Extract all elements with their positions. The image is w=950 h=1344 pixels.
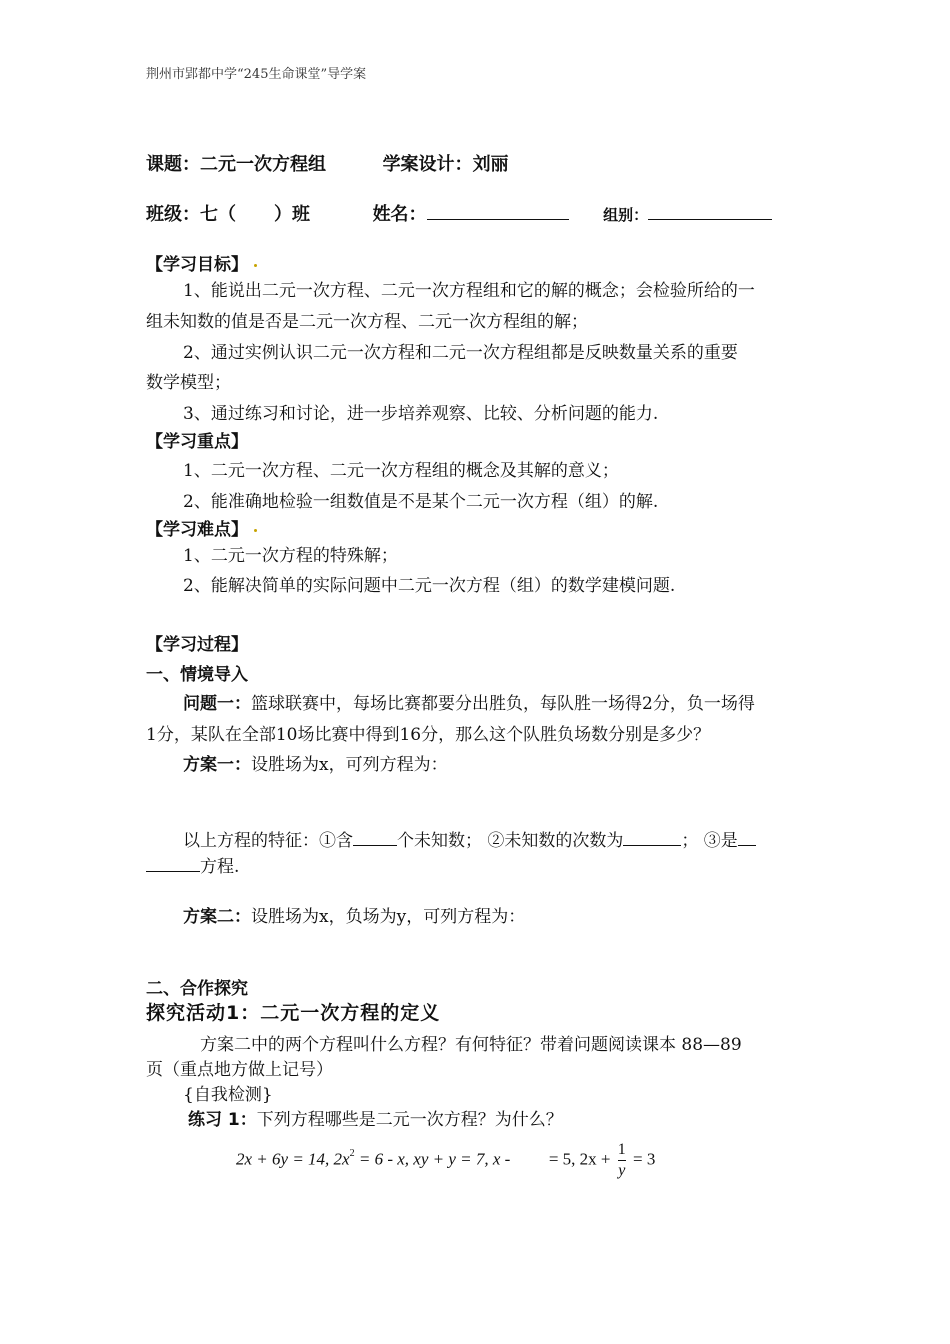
fraction-one-over-y (618, 1140, 626, 1181)
feature-line-cont (146, 852, 239, 877)
plan-one (183, 750, 448, 775)
activity-intro-1: 方案二中的两个方程叫什么方程？有何特征？带着问题阅读课本 88—89 (200, 1035, 742, 1055)
class-suffix: ）班 (274, 204, 310, 225)
plan-two-label: 方案二： (183, 907, 251, 927)
activity-intro-2: 页（重点地方做上记号） (146, 1060, 333, 1080)
self-check-label: {自我检测} (183, 1085, 273, 1105)
goal-line-5: 3、通过练习和讨论，进一步培养观察、比较、分析问题的能力. (183, 404, 659, 424)
exercise-one (188, 1105, 563, 1130)
fraction-numerator: 1 (618, 1140, 626, 1161)
type-blank-start[interactable] (738, 831, 756, 846)
keypoints-heading: 【学习重点】 (146, 432, 248, 452)
topic-value: 二元一次方程组 (200, 154, 326, 175)
eq-part-2: = 6 - x, xy + y = 7, x - (354, 1149, 511, 1169)
section-one-title: 一、情境导入 (146, 665, 248, 685)
degree-blank[interactable] (623, 831, 681, 846)
plan-one-text: 设胜场为x，可列方程为： (251, 755, 448, 775)
name-label: 姓名： (372, 204, 427, 225)
name-blank[interactable] (427, 205, 569, 220)
title-line (146, 150, 509, 176)
exercise-one-label: 练习 1： (188, 1110, 257, 1130)
question-one-label: 问题一： (183, 694, 251, 714)
type-blank-end[interactable] (146, 857, 200, 872)
goal-line-3: 2、通过实例认识二元一次方程和二元一次方程组都是反映数量关系的重要 (183, 343, 738, 363)
feature-text-d: 方程. (200, 857, 240, 877)
question-one (183, 689, 755, 714)
section-two-title: 二、合作探究 (146, 979, 248, 999)
topic-label: 课题： (146, 154, 200, 175)
goal-line-4: 数学模型； (146, 373, 231, 393)
info-line (146, 200, 772, 226)
feature-text-b: 个未知数； ②未知数的次数为 (397, 831, 624, 851)
question-one-text: 篮球联赛中，每场比赛都要分出胜负，每队胜一场得2分，负一场得 (251, 694, 755, 714)
eq-exponent: 2 (349, 1148, 355, 1160)
question-one-cont: 1分，某队在全部10场比赛中得到16分，那么这个队胜负场数分别是多少？ (146, 725, 711, 745)
fraction-denominator: y (618, 1162, 626, 1179)
goal-line-1: 1、能说出二元一次方程、二元一次方程组和它的解的概念；会检验所给的一 (183, 281, 755, 301)
exercise-one-text: 下列方程哪些是二元一次方程？为什么？ (256, 1110, 563, 1130)
goals-heading: 【学习目标】 (146, 250, 257, 275)
feature-text-c: ； ③是 (681, 831, 738, 851)
keypoint-line-2: 2、能准确地检验一组数值是不是某个二元一次方程（组）的解. (183, 492, 659, 512)
keypoint-line-1: 1、二元一次方程、二元一次方程组的概念及其解的意义； (183, 461, 619, 481)
group-label: 组别： (603, 206, 649, 224)
feature-line (183, 826, 756, 851)
eq-part-4: = 3 (633, 1149, 656, 1169)
difficulties-heading: 【学习难点】 (146, 515, 257, 540)
unknown-count-blank[interactable] (353, 831, 397, 846)
class-label: 班级：七（ (146, 204, 236, 225)
eq-part-1: 2x + 6y = 14, 2x (236, 1149, 350, 1169)
plan-two (183, 902, 525, 927)
designer-value: 刘丽 (472, 154, 509, 175)
group-blank[interactable] (648, 205, 772, 220)
difficulty-line-2: 2、能解决简单的实际问题中二元一次方程（组）的数学建模问题. (183, 576, 676, 596)
plan-two-text: 设胜场为x，负场为y，可列方程为： (251, 907, 526, 927)
activity-one-title: 探究活动1：二元一次方程的定义 (146, 1002, 441, 1024)
goal-line-2: 组未知数的值是否是二元一次方程、二元一次方程组的解； (146, 312, 588, 332)
exercise-one-equations (236, 1140, 655, 1181)
designer-label: 学案设计： (382, 154, 473, 175)
feature-text-a: 以上方程的特征：①含 (183, 831, 353, 851)
process-heading: 【学习过程】 (146, 635, 248, 655)
document-header: 荆州市郢都中学“245生命课堂”导学案 (146, 67, 367, 82)
plan-one-label: 方案一： (183, 755, 251, 775)
eq-part-3: = 5, 2x + (548, 1149, 611, 1169)
difficulty-line-1: 1、二元一次方程的特殊解； (183, 546, 398, 566)
